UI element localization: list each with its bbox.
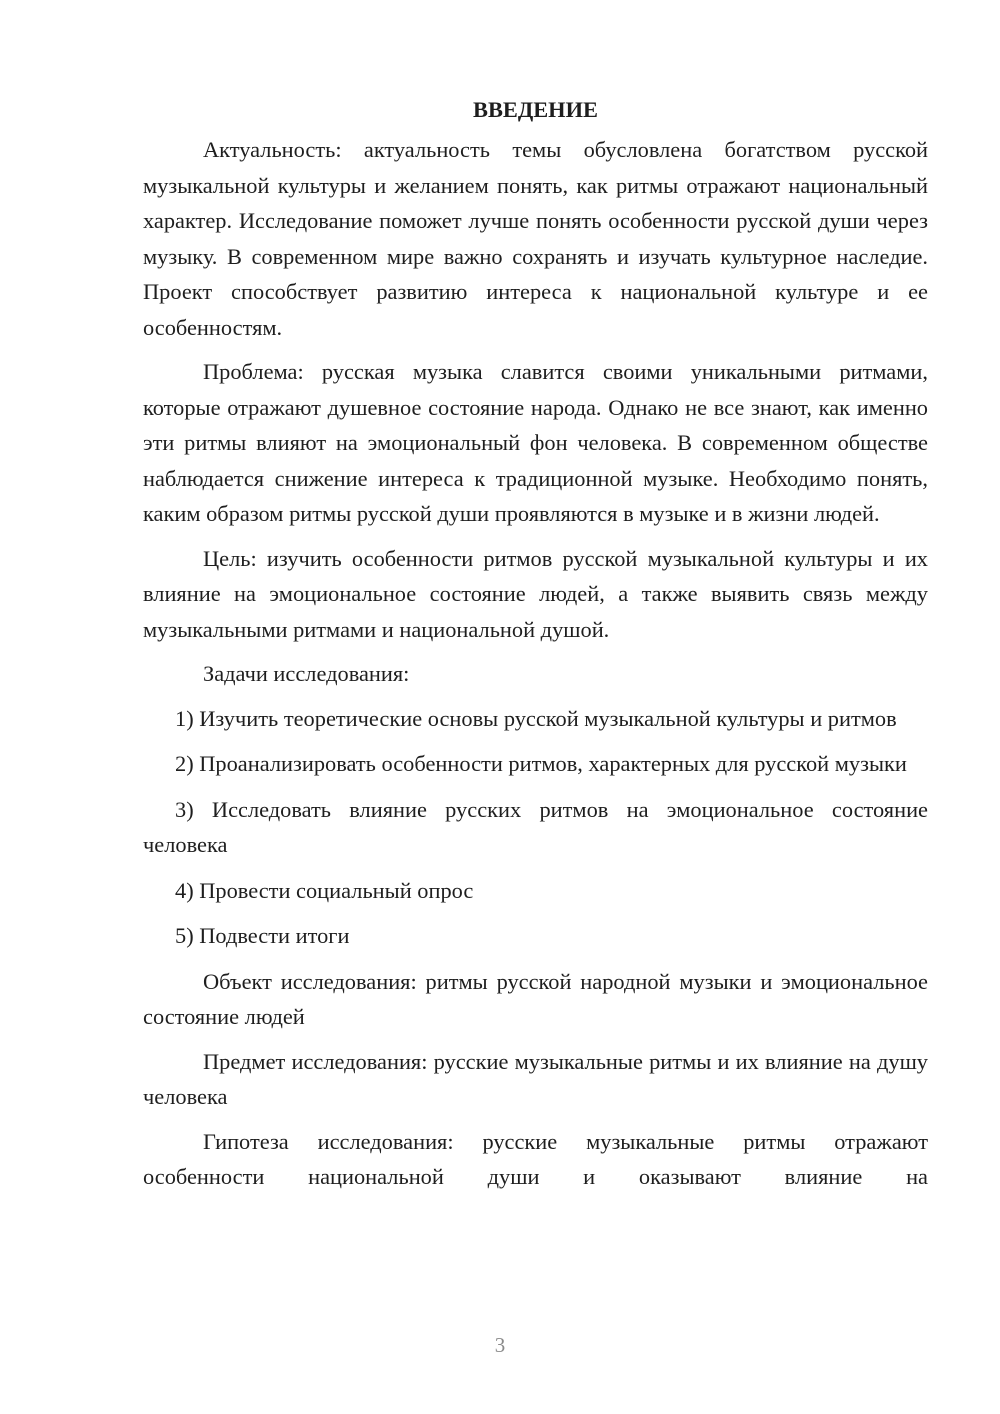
problem-paragraph: Проблема: русская музыка славится своими уникальными ритмами, которые отражают душевное состояние народа. Однако не все знают, как именно эти ритмы влияют на эмоциональный фон человека. В современном обществе наблюдается снижение интереса к традиционной музыке. Необходимо понять, каким образом ритмы русской души проявляются в музыке и в жизни людей.	[143, 359, 928, 526]
task-item-4: 4) Провести социальный опрос	[175, 877, 474, 903]
task-item-5: 5) Подвести итоги	[175, 923, 350, 948]
tasks-heading: Задачи исследования:	[203, 661, 410, 686]
task-item-2: 2) Проанализировать особенности ритмов, характерных для русской музыки	[175, 751, 907, 776]
document-page	[143, 96, 928, 1204]
page-title: ВВЕДЕНИЕ	[473, 97, 598, 122]
goal-paragraph: Цель: изучить особенности ритмов русской музыкальной культуры и их влияние на эмоциональное состояние людей, а также выявить связь между музыкальными ритмами и национальной душой.	[143, 545, 928, 642]
task-item-3: 3) Исследовать влияние русских ритмов на эмоциональное состояние человека	[143, 796, 928, 857]
page-number: 3	[494, 1333, 506, 1357]
relevance-paragraph: Актуальность: актуальность темы обусловлена богатством русской музыкальной культуры и желанием понять, как ритмы отражают национальный характер. Исследование поможет лучше понять особенности русской души через музыку. В современном мире важно сохранять и изучать культурное наследие. Проект способствует развитию интереса к национальной культуре и ее особенностям.	[143, 137, 928, 340]
subject-paragraph: Предмет исследования: русские музыкальные ритмы и их влияние на душу человека	[143, 1048, 928, 1109]
hypothesis-paragraph: Гипотеза исследования: русские музыкальные ритмы отражают особенности национальной души и оказывают влияние на	[143, 1128, 928, 1189]
object-paragraph: Объект исследования: ритмы русской народной музыки и эмоциональное состояние людей	[143, 968, 928, 1029]
task-item-1: 1) Изучить теоретические основы русской музыкальной культуры и ритмов	[175, 705, 897, 731]
